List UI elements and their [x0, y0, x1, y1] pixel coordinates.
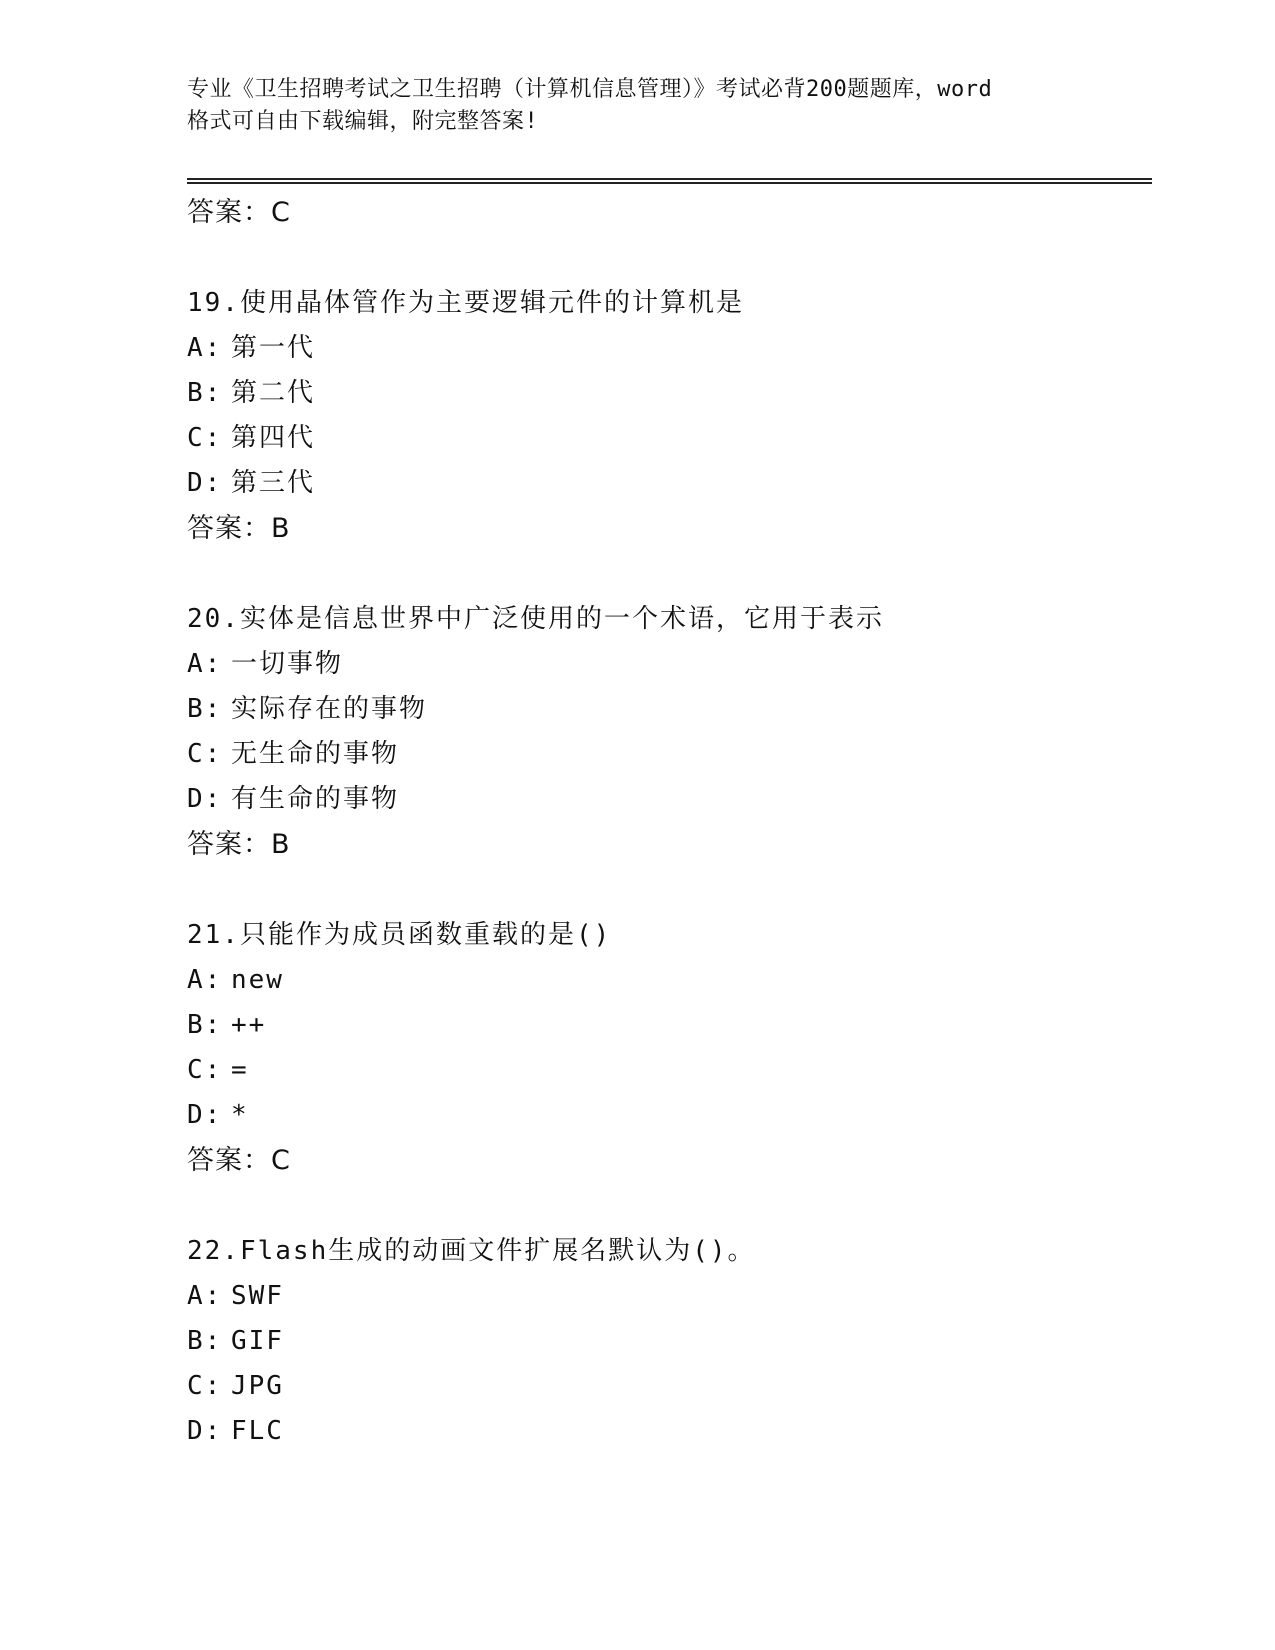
option-letter: C: [187, 423, 223, 453]
option-item [187, 461, 1152, 506]
option-text: 一切事物 [231, 649, 344, 679]
option-item [187, 687, 1152, 732]
answer-value: B [271, 829, 291, 860]
option-item [187, 416, 1152, 461]
header-line-1: 专业《卫生招聘考试之卫生招聘（计算机信息管理）》考试必背200题题库，word [187, 77, 993, 102]
option-item [187, 1048, 1152, 1093]
question-stem: 实体是信息世界中广泛使用的一个术语，它用于表示 [239, 604, 884, 634]
option-letter: B: [187, 1010, 223, 1040]
header-divider-bottom [187, 182, 1152, 184]
option-text: * [231, 1100, 249, 1130]
question-text [187, 280, 1152, 326]
question-block [187, 280, 1152, 552]
option-letter: C: [187, 739, 223, 769]
option-letter: A: [187, 649, 223, 679]
header-divider-top [187, 178, 1152, 180]
question-block [187, 596, 1152, 868]
question-number: 21. [187, 920, 240, 950]
question-number: 22. [187, 1236, 240, 1266]
option-item [187, 777, 1152, 822]
option-letter: A: [187, 1281, 223, 1311]
option-text: FLC [231, 1416, 284, 1446]
option-text: SWF [231, 1281, 284, 1311]
question-stem: 只能作为成员函数重载的是() [239, 920, 612, 950]
header-line-2: 格式可自由下载编辑，附完整答案! [187, 109, 539, 134]
question-text [187, 596, 1152, 642]
option-letter: B: [187, 694, 223, 724]
question-stem: Flash生成的动画文件扩展名默认为()。 [239, 1236, 756, 1266]
option-letter: B: [187, 378, 223, 408]
option-text: 第三代 [231, 468, 316, 498]
option-letter: D: [187, 784, 223, 814]
question-number: 19. [187, 288, 240, 318]
question-block [187, 1228, 1152, 1454]
answer-label: 答案： [187, 513, 271, 544]
option-text: 第四代 [231, 423, 316, 453]
question-list [187, 190, 1152, 1454]
option-letter: C: [187, 1371, 223, 1401]
option-text: new [231, 965, 284, 995]
answer-label: 答案： [187, 829, 271, 860]
questions-container [187, 280, 1152, 1454]
option-item [187, 642, 1152, 687]
option-item [187, 1093, 1152, 1138]
option-text: = [231, 1055, 249, 1085]
answer-label: 答案： [187, 1145, 271, 1176]
option-letter: B: [187, 1326, 223, 1356]
answer-line [187, 506, 1152, 552]
answer-label: 答案： [187, 197, 271, 228]
question-text [187, 912, 1152, 958]
option-item [187, 1364, 1152, 1409]
option-text: 实际存在的事物 [231, 694, 428, 724]
option-text: ++ [231, 1010, 267, 1040]
option-text: 第一代 [231, 333, 316, 363]
answer-value: B [271, 513, 291, 544]
option-text: JPG [231, 1371, 284, 1401]
option-text: GIF [231, 1326, 284, 1356]
option-letter: C: [187, 1055, 223, 1085]
option-letter: A: [187, 965, 223, 995]
option-letter: D: [187, 1100, 223, 1130]
option-item [187, 1003, 1152, 1048]
option-letter: D: [187, 468, 223, 498]
option-text: 第二代 [231, 378, 316, 408]
question-stem: 使用晶体管作为主要逻辑元件的计算机是 [239, 288, 744, 318]
option-text: 有生命的事物 [231, 784, 400, 814]
document-header [187, 74, 1087, 138]
option-text: 无生命的事物 [231, 739, 400, 769]
option-item [187, 1319, 1152, 1364]
option-item [187, 1409, 1152, 1454]
option-item [187, 1274, 1152, 1319]
option-letter: D: [187, 1416, 223, 1446]
answer-line [187, 1138, 1152, 1184]
question-number: 20. [187, 604, 240, 634]
answer-line [187, 190, 1152, 236]
option-item [187, 958, 1152, 1003]
answer-value: C [271, 1145, 291, 1176]
option-item [187, 732, 1152, 777]
option-item [187, 326, 1152, 371]
question-block [187, 912, 1152, 1184]
answer-line [187, 822, 1152, 868]
answer-value: C [271, 197, 291, 228]
option-letter: A: [187, 333, 223, 363]
option-item [187, 371, 1152, 416]
question-text [187, 1228, 1152, 1274]
